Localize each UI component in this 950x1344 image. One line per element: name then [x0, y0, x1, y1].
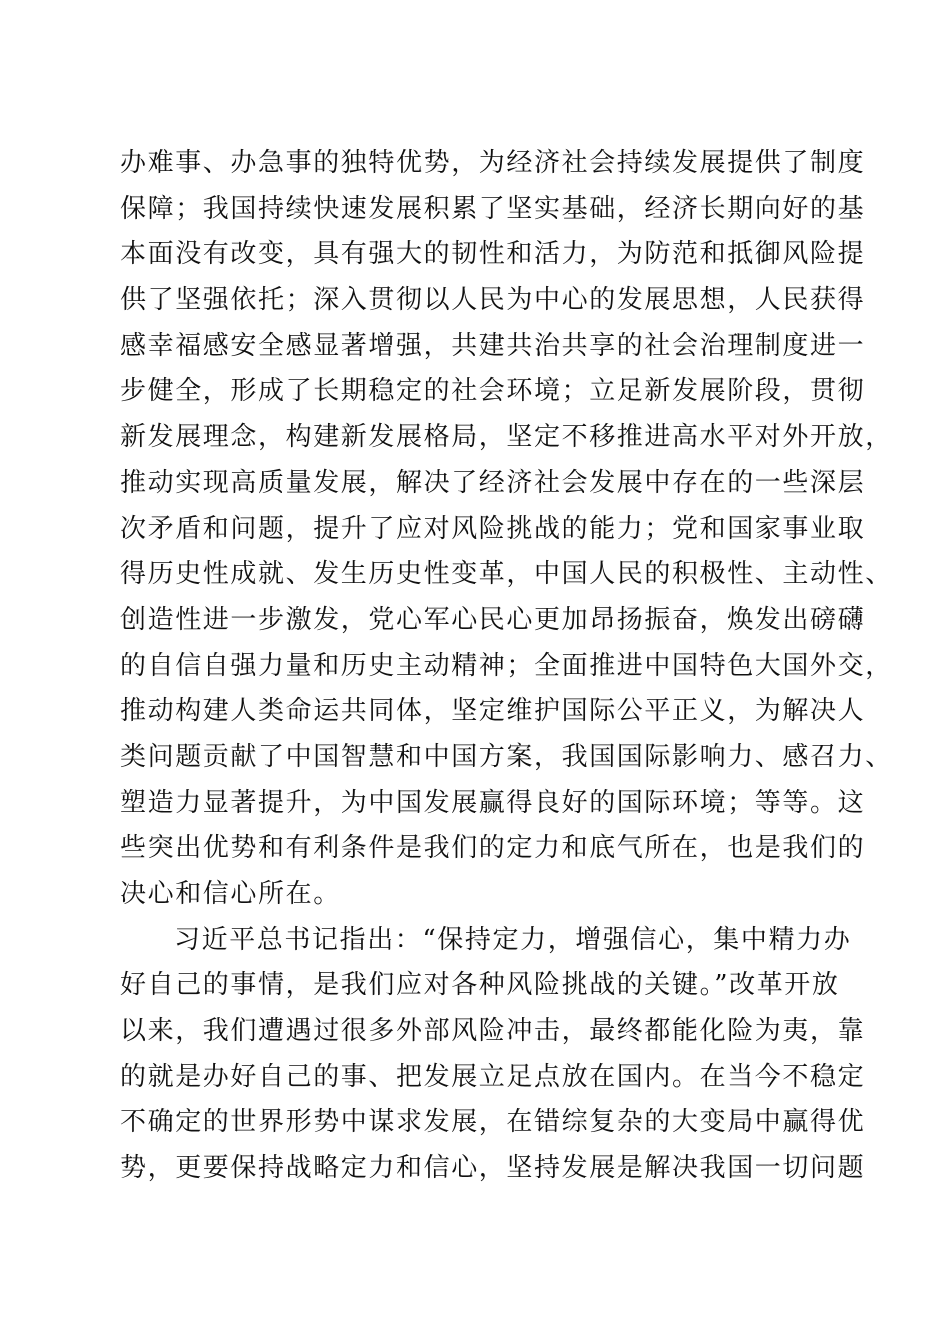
text-line: 保障；我国持续快速发展积累了坚实基础，经济长期向好的基 — [120, 193, 866, 224]
text-line: 推动构建人类命运共同体，坚定维护国际公平正义，为解决人 — [120, 696, 866, 727]
text-line: 本面没有改变，具有强大的韧性和活力，为防范和抵御风险提 — [120, 239, 866, 270]
text-line: 的自信自强力量和历史主动精神；全面推进中国特色大国外交， — [120, 650, 893, 681]
text-line: 步健全，形成了长期稳定的社会环境；立足新发展阶段，贯彻 — [120, 376, 866, 407]
text-line: 些突出优势和有利条件是我们的定力和底气所在，也是我们的 — [120, 833, 866, 864]
text-line: 类问题贡献了中国智慧和中国方案，我国国际影响力、感召力、 — [120, 741, 893, 772]
text-line: 不确定的世界形势中谋求发展，在错综复杂的大变局中赢得优 — [120, 1107, 866, 1138]
text-line: 推动实现高质量发展，解决了经济社会发展中存在的一些深层 — [120, 467, 866, 498]
text-line: 以来，我们遭遇过很多外部风险冲击，最终都能化险为夷，靠 — [120, 1016, 866, 1047]
text-line: 的就是办好自己的事、把发展立足点放在国内。在当今不稳定 — [120, 1061, 866, 1092]
text-line: 得历史性成就、发生历史性变革，中国人民的积极性、主动性、 — [120, 559, 893, 590]
paragraph-first-line: 习近平总书记指出：“保持定力，增强信心，集中精力办 — [174, 924, 852, 955]
text-line: 感幸福感安全感显著增强，共建共治共享的社会治理制度进一 — [120, 330, 866, 361]
text-line: 创造性进一步激发，党心军心民心更加昂扬振奋，焕发出磅礴 — [120, 604, 866, 635]
text-line: 新发展理念，构建新发展格局，坚定不移推进高水平对外开放， — [120, 422, 893, 453]
text-line: 办难事、办急事的独特优势，为经济社会持续发展提供了制度 — [120, 148, 866, 178]
text-line: 次矛盾和问题，提升了应对风险挑战的能力；党和国家事业取 — [120, 513, 866, 544]
document-body — [120, 141, 893, 1192]
text-line: 决心和信心所在。 — [120, 879, 341, 909]
text-line: 供了坚强依托；深入贯彻以人民为中心的发展思想，人民获得 — [120, 285, 866, 316]
text-line: 势，更要保持战略定力和信心，坚持发展是解决我国一切问题 — [120, 1153, 866, 1184]
text-line: 好自己的事情，是我们应对各种风险挑战的关键。”改革开放 — [120, 970, 840, 1001]
text-line: 塑造力显著提升，为中国发展赢得良好的国际环境；等等。这 — [120, 787, 866, 818]
